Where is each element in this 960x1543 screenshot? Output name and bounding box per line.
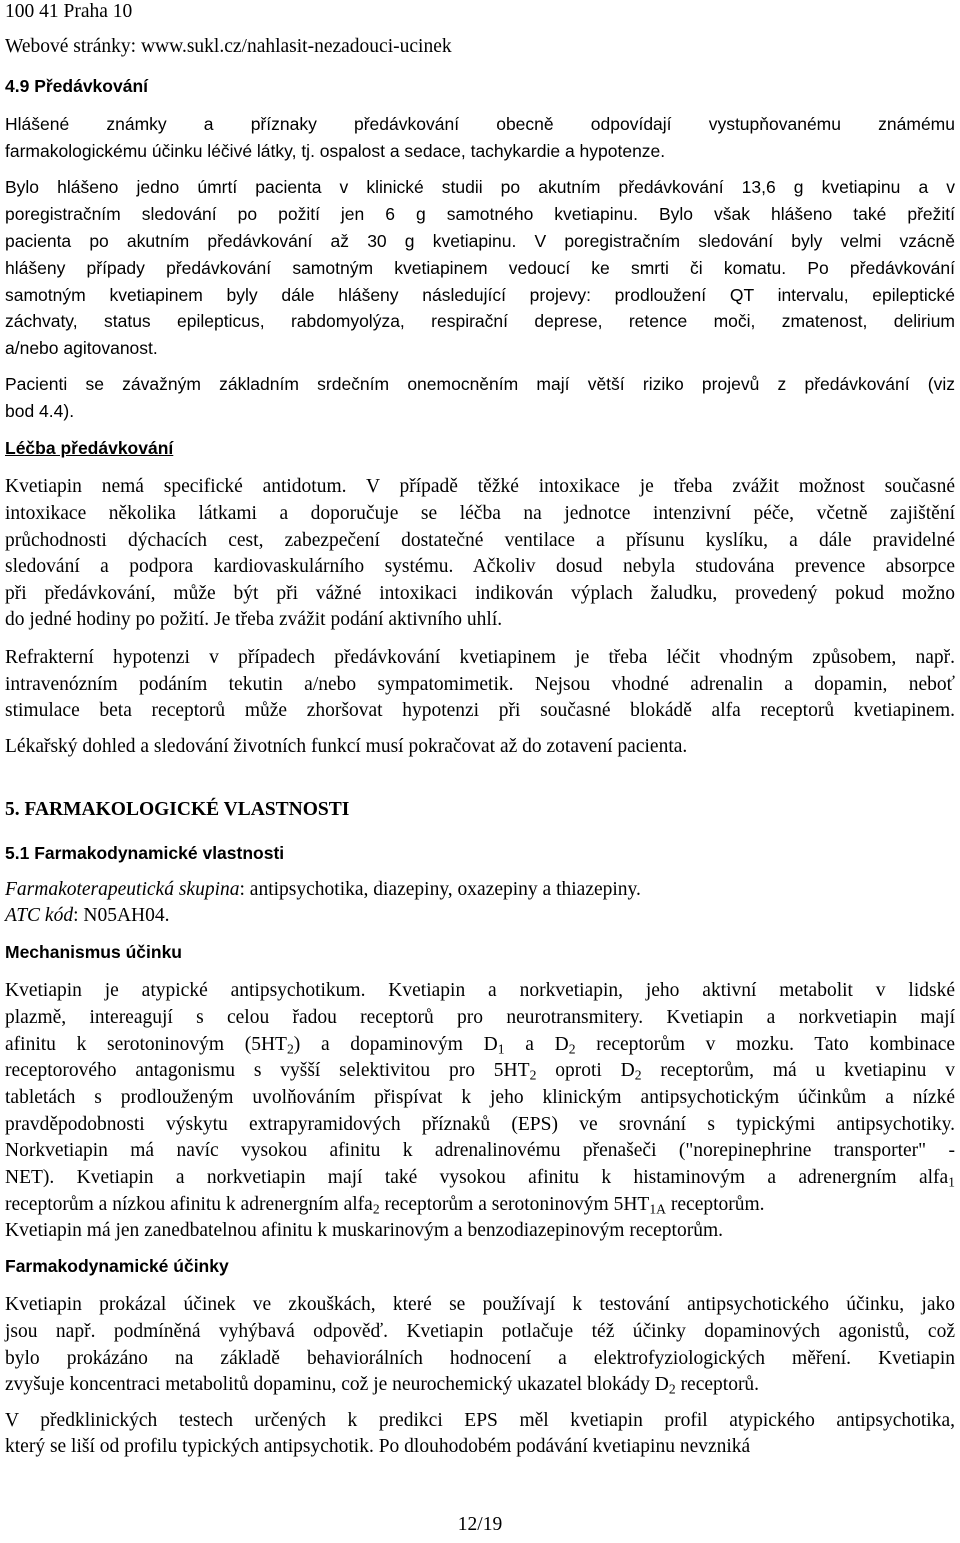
paragraph-line: při předávkování, může být při vážné intoxikaci indikován výplach žaludku, provedený pokud možno: [5, 583, 955, 604]
paragraph-line: jsou např. podmíněná vyhýbavá odpověď. Kvetiapin potlačuje též účinky dopaminových agonistů, což: [5, 1321, 955, 1342]
atc-label: ATC kód: [5, 905, 74, 926]
page-number: 12/19: [457, 1514, 503, 1535]
section-5-title: 5. FARMAKOLOGICKÉ VLASTNOSTI: [5, 799, 350, 820]
paragraph-line: Kvetiapin prokázal účinek ve zkouškách, které se používají k testování antipsychotického účinku, jako: [5, 1294, 955, 1315]
subscript: 2: [529, 1067, 537, 1083]
paragraph-line: Bylo hlášeno jedno úmrtí pacienta v klinické studii po akutním předávkování 13,6 g kvetiapinu a v: [5, 177, 955, 197]
effects-title: Farmakodynamické účinky: [5, 1256, 229, 1276]
paragraph-line: sledování a podpora kardiovaskulárního systému. Ačkoliv dosud nebyla studována prevence absorpce: [5, 556, 955, 577]
atc-line: [5, 906, 170, 926]
group-label: Farmakoterapeutická skupina: [5, 879, 240, 900]
text-run: receptorů.: [675, 1374, 760, 1395]
paragraph-line: Norkvetiapin má navíc vysokou afinitu k adrenalinovému přenašeči ("norepinephrine transporter" -: [5, 1140, 955, 1161]
paragraph-line: a/nebo agitovanost.: [5, 338, 158, 358]
subscript: 1A: [649, 1201, 667, 1217]
section-4-9-title: 4.9 Předávkování: [5, 76, 148, 96]
atc-value: : N05AH04.: [73, 905, 170, 926]
paragraph-line: který se liší od profilu typických antipsychotik. Po dlouhodobém podávání kvetiapinu nevzniká: [5, 1436, 751, 1457]
subscript: 1: [497, 1041, 505, 1057]
address-line: 100 41 Praha 10: [5, 1, 133, 22]
paragraph-line: bod 4.4).: [5, 401, 75, 421]
subscript: 2: [372, 1201, 380, 1217]
text-run: oproti D: [536, 1060, 635, 1081]
text-run: receptorům.: [666, 1194, 765, 1215]
paragraph-line: hlášeny případy předávkování samotným kvetiapinem vedoucí ke smrti či komatu. Po předávkování: [5, 258, 955, 278]
paragraph-line: intravenózním podáním tekutin a/nebo sympatomimetik. Nejsou vhodné adrenalin a dopamin, neboť: [5, 674, 955, 695]
mechanism-title: Mechanismus účinku: [5, 942, 182, 962]
paragraph-line: Pacienti se závažným základním srdečním onemocněním mají větší riziko projevů z předávkování (viz: [5, 374, 955, 394]
subscript: 2: [668, 1381, 676, 1397]
paragraph-line: pacienta po akutním předávkování až 30 g kvetiapinu. V poregistračním sledování byly velmi vzácně: [5, 231, 955, 251]
text-run: a D: [504, 1034, 569, 1055]
paragraph-line: [5, 1168, 955, 1188]
paragraph-line: [5, 1375, 759, 1395]
paragraph-line: farmakologickému účinku léčivé látky, tj. ospalost a sedace, tachykardie a hypotenze.: [5, 141, 666, 161]
group-value: : antipsychotika, diazepiny, oxazepiny a thiazepiny.: [239, 879, 641, 900]
text-run: receptorům a nízkou afinitu k adrenergním alfa: [5, 1194, 373, 1215]
text-run: receptorového antagonismu s vyšší selektivitou pro 5HT: [5, 1060, 530, 1081]
paragraph-line: Kvetiapin je atypické antipsychotikum. Kvetiapin a norkvetiapin, jeho aktivní metabolit v lidské: [5, 980, 955, 1001]
paragraph-line: Kvetiapin nemá specifické antidotum. V případě těžké intoxikace je třeba zvážit možnost současné: [5, 476, 955, 497]
subscript: 2: [568, 1041, 576, 1057]
text-run: zvyšuje koncentraci metabolitů dopaminu, což je neurochemický ukazatel blokády D: [5, 1374, 669, 1395]
paragraph-line: záchvaty, status epilepticus, rabdomyolýza, respirační deprese, retence moči, zmatenost, delirium: [5, 311, 955, 331]
website-line: Webové stránky: www.sukl.cz/nahlasit-nezadouci-ucinek: [5, 36, 452, 57]
text-run: receptorům v mozku. Tato kombinace: [575, 1034, 956, 1055]
paragraph-line: bylo prokázáno na základě behaviorálních hodnocení a elektrofyziologických měření. Kvetiapin: [5, 1348, 955, 1369]
treatment-title: Léčba předávkování: [5, 438, 174, 458]
section-5-1-title: 5.1 Farmakodynamické vlastnosti: [5, 843, 285, 863]
paragraph-line: Kvetiapin má jen zanedbatelnou afinitu k muskarinovým a benzodiazepinovým receptorům.: [5, 1220, 724, 1241]
paragraph-line: samotným kvetiapinem byly dále hlášeny následující projevy: prodloužení QT intervalu, epileptické: [5, 285, 955, 305]
paragraph-line: plazmě, intereagují s celou řadou receptorů pro neurotransmitery. Kvetiapin a norkvetiapin mají: [5, 1007, 955, 1028]
subscript: 2: [634, 1067, 642, 1083]
paragraph-line: [5, 1035, 955, 1055]
paragraph-line: pravděpodobnosti výskytu extrapyramidových příznaků (EPS) ve srovnání s typickými antipsychotiky.: [5, 1114, 955, 1135]
text-run: receptorům, má u kvetiapinu v: [641, 1060, 955, 1081]
text-run: afinitu k serotoninovým (5HT: [5, 1034, 287, 1055]
paragraph-line: poregistračním sledování po požití jen 6 g samotného kvetiapinu. Bylo však hlášeno také přežití: [5, 204, 955, 224]
paragraph-line: Refrakterní hypotenzi v případech předávkování kvetiapinem je třeba léčit vhodným způsobem, např.: [5, 647, 955, 668]
pharmaco-group-line: [5, 880, 641, 900]
paragraph-line: [5, 1195, 765, 1215]
text-run: NET). Kvetiapin a norkvetiapin mají také vysokou afinitu k histaminovým a adrenergním alfa: [5, 1167, 949, 1188]
subscript: 1: [948, 1174, 955, 1190]
text-run: receptorům a serotoninovým 5HT: [379, 1194, 650, 1215]
paragraph-line: V předklinických testech určených k predikci EPS měl kvetiapin profil atypického antipsychotika,: [5, 1410, 955, 1431]
paragraph-line: do jedné hodiny po požití. Je třeba zvážit podání aktivního uhlí.: [5, 609, 503, 630]
subscript: 2: [286, 1041, 294, 1057]
paragraph-line: Hlášené známky a příznaky předávkování obecně odpovídají vystupňovanému známému: [5, 114, 955, 134]
paragraph-line: intoxikace několika látkami a doporučuje se léčba na jednotce intenzivní péče, včetně zajištění: [5, 503, 955, 524]
paragraph-line: průchodnosti dýchacích cest, zabezpečení dostatečné ventilace a přísunu kyslíku, a dále pravidelné: [5, 530, 955, 551]
paragraph-line: stimulace beta receptorů může zhoršovat hypotenzi při současné blokádě alfa receptorů kvetiapinem.: [5, 700, 955, 721]
text-run: ) a dopaminovým D: [293, 1034, 498, 1055]
paragraph-line: Lékařský dohled a sledování životních funkcí musí pokračovat až do zotavení pacienta.: [5, 736, 688, 757]
paragraph-line: tabletách s prodlouženým uvolňováním přispívat k jeho klinickým antipsychotickým účinkům a nízké: [5, 1087, 955, 1108]
paragraph-line: [5, 1061, 955, 1081]
